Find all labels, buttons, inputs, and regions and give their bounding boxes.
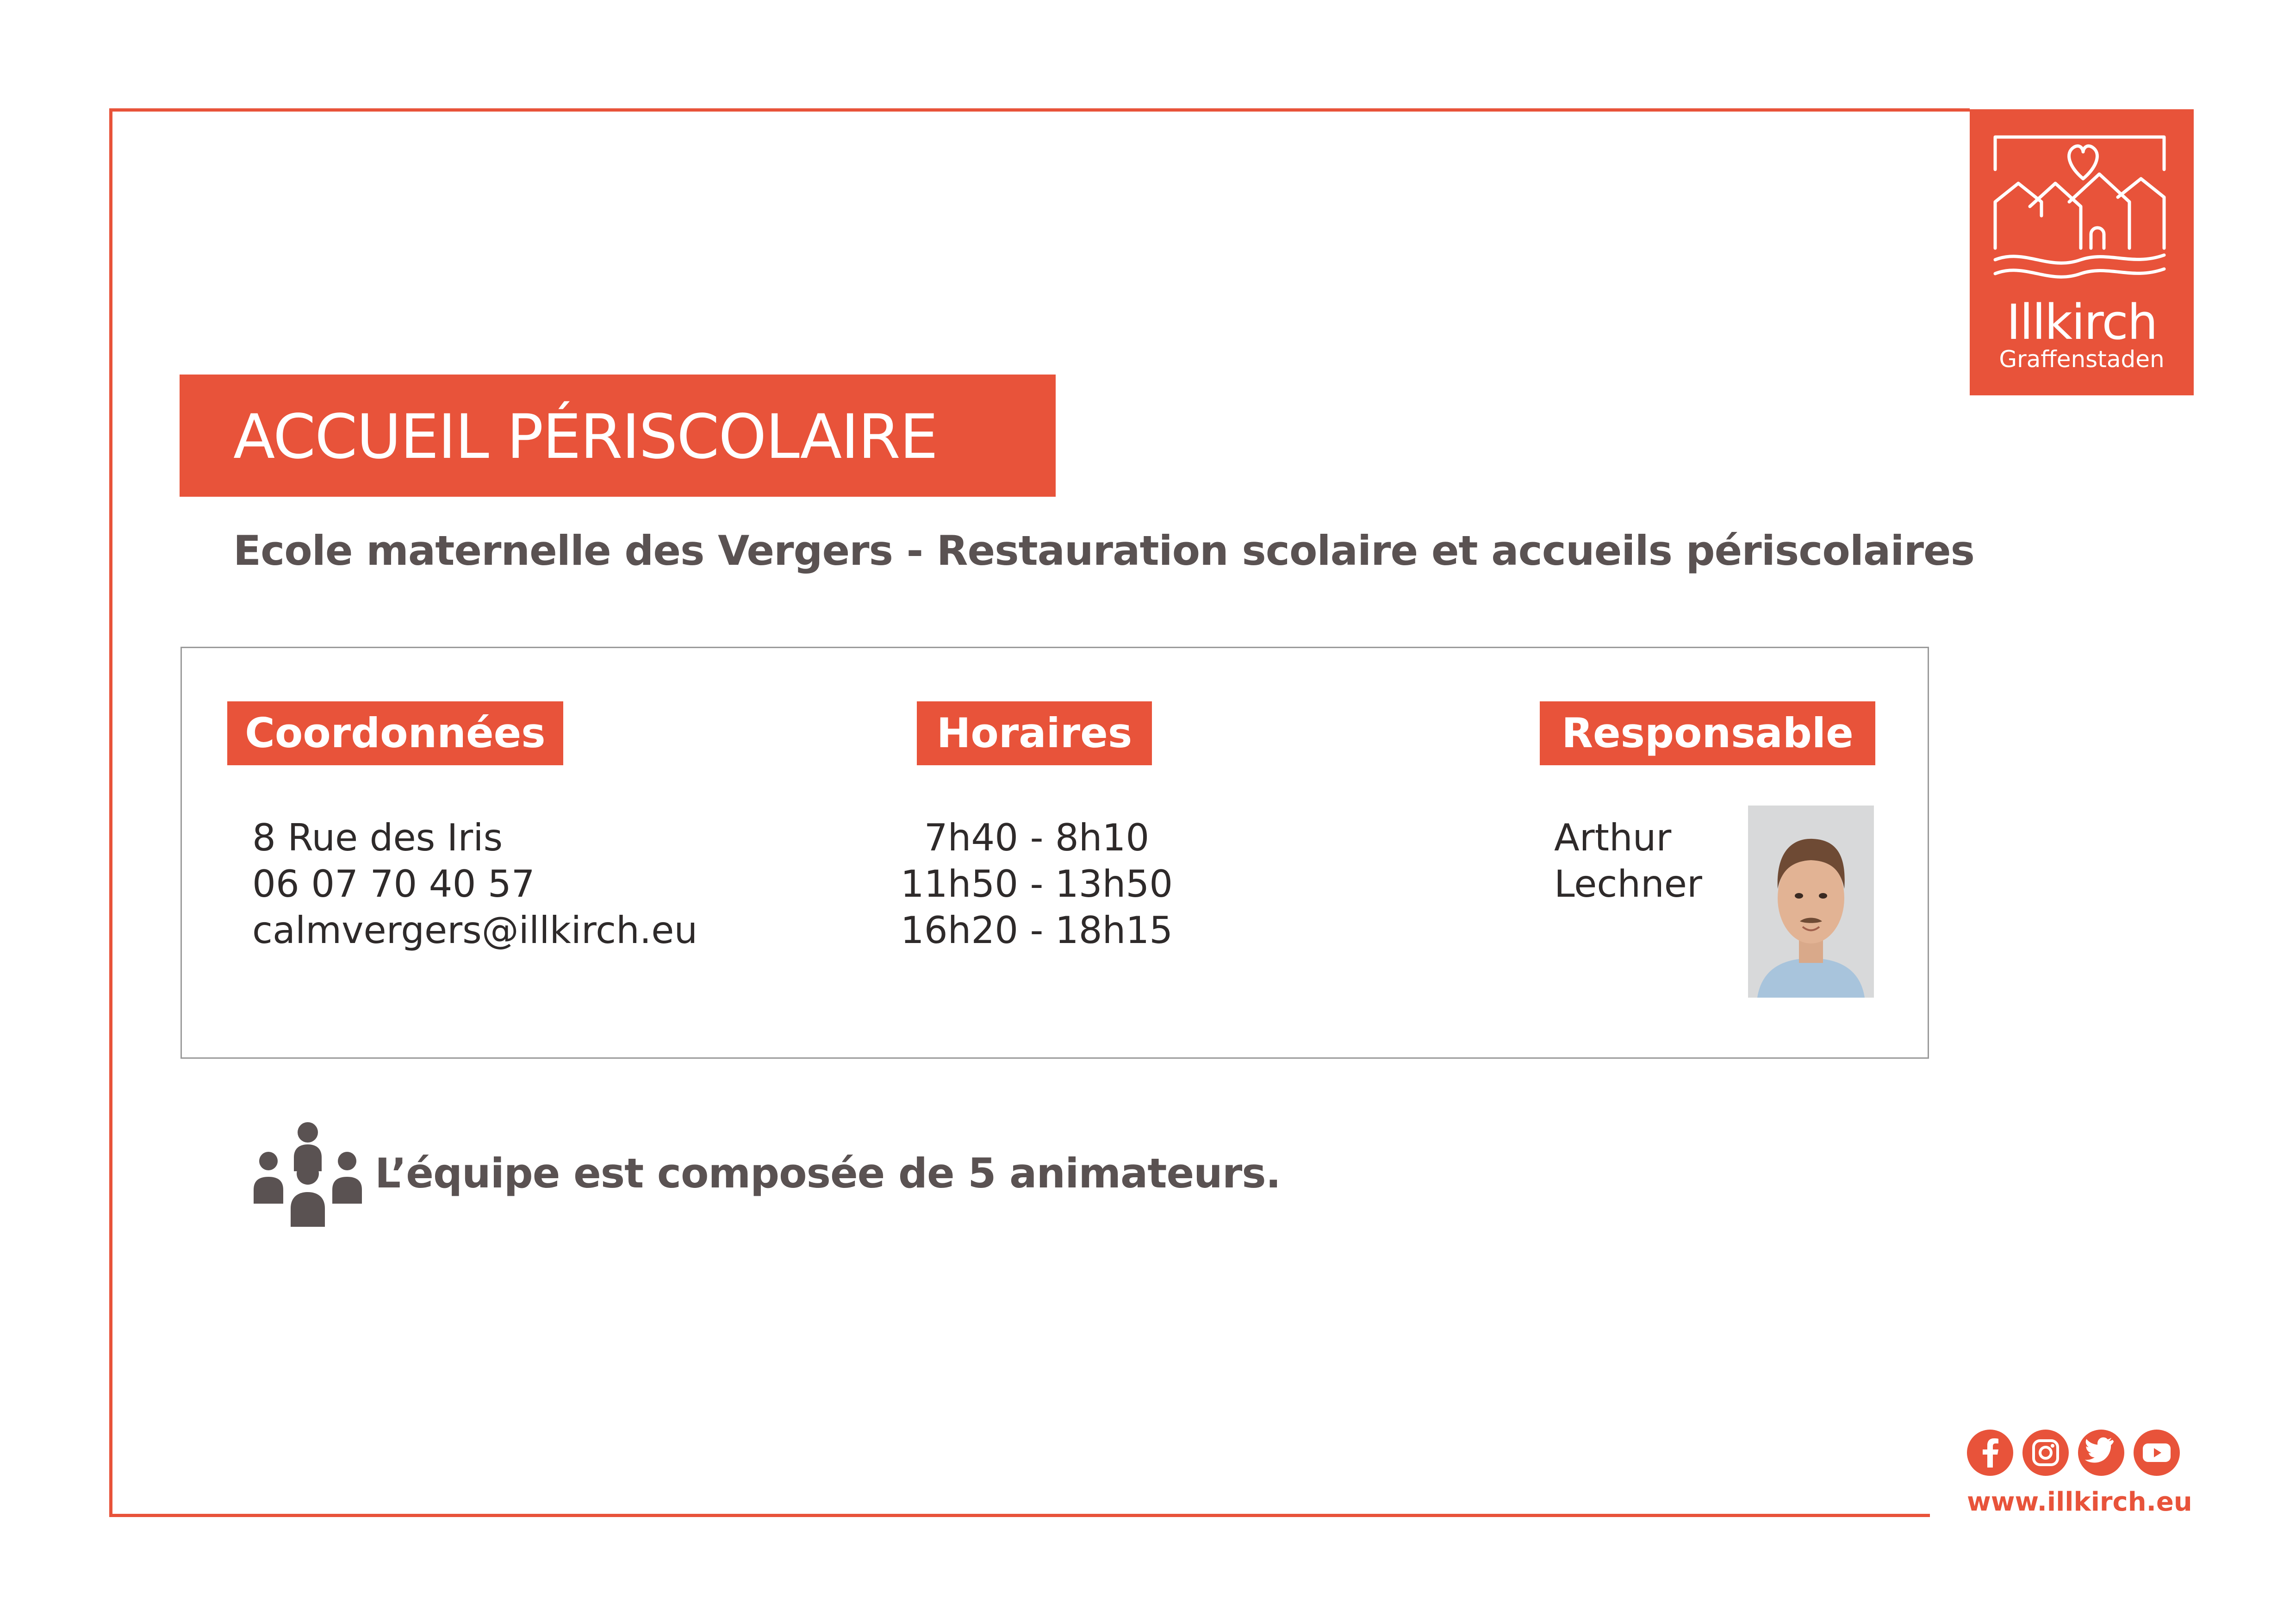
responsable-photo bbox=[1748, 806, 1874, 998]
page-title: ACCUEIL PÉRISCOLAIRE bbox=[233, 401, 938, 473]
instagram-icon[interactable] bbox=[2022, 1430, 2069, 1476]
coordonnees-heading: Coordonnées bbox=[227, 701, 563, 765]
horaires-heading: Horaires bbox=[917, 701, 1152, 765]
page-subtitle: Ecole maternelle des Vergers - Restauration scolaire et accueils périscolaires bbox=[233, 527, 1975, 575]
website-link[interactable]: www.illkirch.eu bbox=[1967, 1487, 2192, 1517]
horaires-list bbox=[879, 815, 1194, 954]
twitter-icon[interactable] bbox=[2078, 1430, 2124, 1476]
coordonnees-list bbox=[252, 815, 697, 954]
schedule-line: 16h20 - 18h15 bbox=[900, 909, 1173, 952]
frame-left-border bbox=[109, 108, 112, 1517]
address: 8 Rue des Iris bbox=[252, 816, 503, 859]
schedule-line: 11h50 - 13h50 bbox=[900, 862, 1173, 906]
responsable-heading: Responsable bbox=[1540, 701, 1875, 765]
responsable-name bbox=[1554, 815, 1702, 907]
illkirch-logo bbox=[1970, 109, 2194, 395]
team-description: L’équipe est composée de 5 animateurs. bbox=[375, 1149, 1281, 1197]
person-portrait-icon bbox=[1748, 806, 1874, 998]
team-icon bbox=[250, 1120, 366, 1231]
schedule-line: 7h40 - 8h10 bbox=[924, 816, 1150, 859]
frame-top-border bbox=[109, 108, 1970, 112]
youtube-icon[interactable] bbox=[2134, 1430, 2180, 1476]
facebook-icon[interactable] bbox=[1967, 1430, 2013, 1476]
last-name: Lechner bbox=[1554, 862, 1702, 906]
first-name: Arthur bbox=[1554, 816, 1672, 859]
email-address: calmvergers@illkirch.eu bbox=[252, 909, 698, 952]
page-title-band bbox=[180, 375, 1056, 497]
frame-bottom-border bbox=[109, 1514, 1930, 1517]
logo-name: Illkirch bbox=[2006, 294, 2157, 350]
logo-subtitle: Graffenstaden bbox=[1999, 346, 2165, 373]
phone-number: 06 07 70 40 57 bbox=[252, 862, 535, 906]
